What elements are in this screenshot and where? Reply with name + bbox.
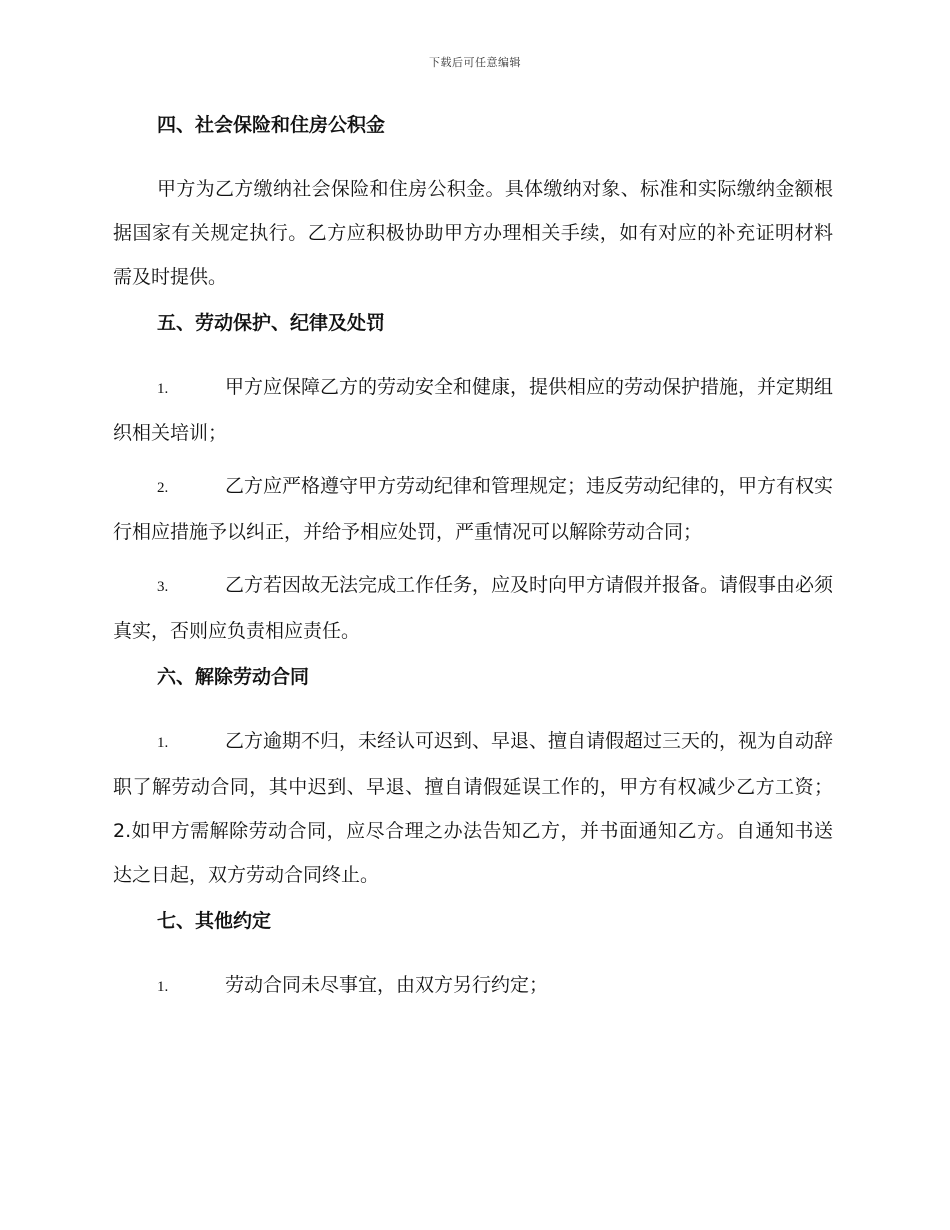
item-number: 3. — [157, 579, 169, 595]
section-5-item-1 — [113, 365, 833, 455]
section-heading-7: 七、其他约定 — [157, 910, 272, 932]
section-heading-5: 五、劳动保护、纪律及处罚 — [157, 312, 386, 334]
item-text: 甲方应保障乙方的劳动安全和健康，提供相应的劳动保护措施，并定期组织相关培训； — [113, 376, 834, 444]
section-heading-6: 六、解除劳动合同 — [157, 666, 310, 688]
item-number: 1. — [157, 381, 169, 397]
item-number: 1. — [157, 979, 169, 995]
section-5-item-2 — [113, 464, 833, 554]
section-heading-4: 四、社会保险和住房公积金 — [157, 114, 386, 136]
item-text: 乙方应严格遵守甲方劳动纪律和管理规定；违反劳动纪律的，甲方有权实行相应措施予以纠正，并给予相应处罚，严重情况可以解除劳动合同； — [113, 475, 834, 543]
section-7-item-1 — [113, 963, 833, 1009]
page-header: 下载后可任意编辑 — [429, 56, 521, 69]
item-text: 乙方逾期不归，未经认可迟到、早退、擅自请假超过三天的，视为自动辞职了解劳动合同，其中迟到、早退、擅自请假延误工作的，甲方有权减少乙方工资； 2.如甲方需解除劳动合同，应尽合理之办法告知乙方，并书面通知乙方。自通知书送达之日起，双方劳动合同终止。 — [113, 730, 834, 886]
item-number: 1. — [157, 735, 169, 751]
section-4-paragraph: 甲方为乙方缴纳社会保险和住房公积金。具体缴纳对象、标准和实际缴纳金额根据国家有关规定执行。乙方应积极协助甲方办理相关手续，如有对应的补充证明材料需及时提供。 — [113, 178, 833, 288]
item-text: 劳动合同未尽事宜，由双方另行约定； — [225, 974, 549, 996]
section-6-item-1 — [113, 719, 833, 897]
document-body — [113, 110, 833, 1018]
section-5-item-3 — [113, 563, 833, 653]
item-text: 乙方若因故无法完成工作任务，应及时向甲方请假并报备。请假事由必须真实，否则应负责相应责任。 — [113, 574, 834, 642]
item-number: 2. — [157, 480, 169, 496]
